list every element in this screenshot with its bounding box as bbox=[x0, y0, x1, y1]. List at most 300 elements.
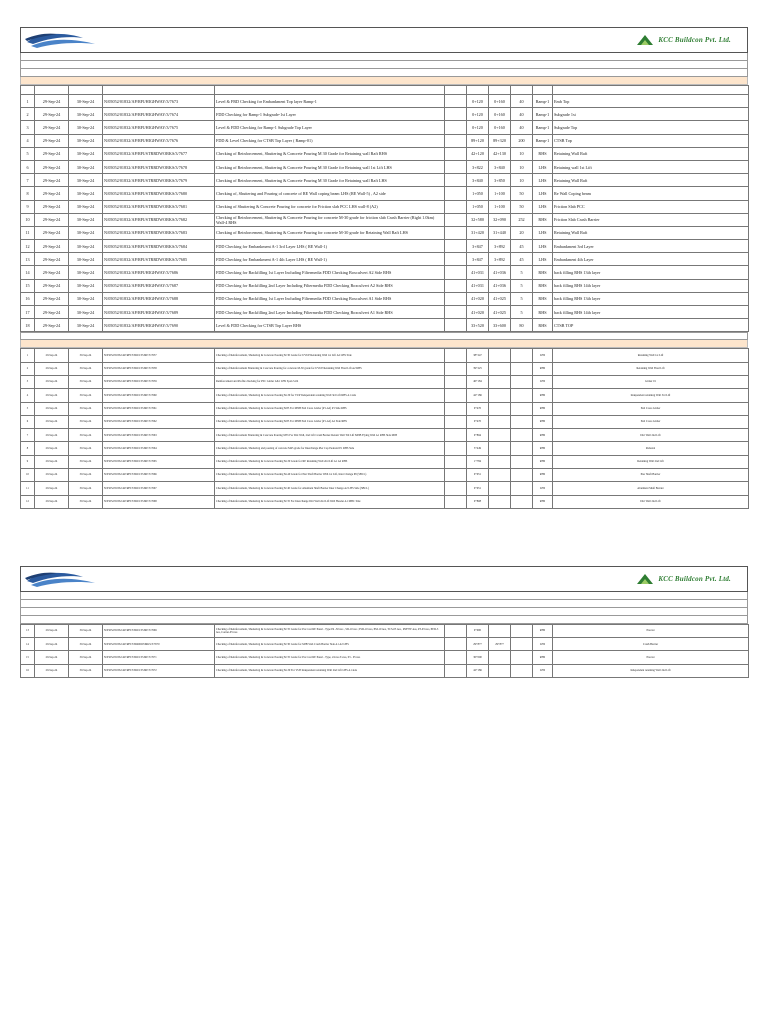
cell-chainage: 38+247 bbox=[467, 349, 489, 362]
cell-sr-no: 4 bbox=[21, 389, 35, 402]
table-header-row bbox=[21, 86, 749, 95]
table-row bbox=[21, 625, 749, 638]
cell-remark: Crash Barrier bbox=[553, 638, 749, 651]
cell-rfi-reference: N/05052/01832/AP/RFI/STRUCTURE/3/7669 bbox=[103, 625, 215, 638]
cell-rfi-reference: N/05052/01832/AP/RFI/STRRDWORKS/3/7681 bbox=[103, 200, 215, 213]
cell-rfi-reference: N/05052/01832/AP/RFI/STRUCTURE/3/7665 bbox=[103, 455, 215, 468]
cell-rfi-date: 29-Sep-24 bbox=[35, 121, 69, 134]
cell-rfi-date: 29-Sep-24 bbox=[35, 134, 69, 147]
cell-remark: Retaining Wall Raft bbox=[553, 226, 749, 239]
cell-remark: Abutment Shaft Barrier bbox=[553, 482, 749, 495]
company-brand: KCC Buildcon Pvt. Ltd. bbox=[658, 36, 731, 44]
cell-chainage-to: 41+025 bbox=[489, 292, 511, 305]
cell-inspection-date: 30-Sep-24 bbox=[69, 134, 103, 147]
cell-chainage-from: 89+120 bbox=[467, 134, 489, 147]
cell-inspection-date: 30-Sep-24 bbox=[69, 455, 103, 468]
cell-remark: Pier Shaft Barrier bbox=[553, 469, 749, 482]
cell-chainage-to bbox=[489, 389, 511, 402]
cell-blank bbox=[445, 226, 467, 239]
cell-chainage-from: 0+120 bbox=[467, 95, 489, 108]
cell-description: Checking of Reinforcement, Shuttering & Concrete Pouring M 40 Grade for Abutment Shaft Barrier Inter Change A2 LHS Side (SBCL) bbox=[215, 482, 445, 495]
cell-description: Level & FRD Checking for Embankment Top layer Ramp-1 bbox=[215, 95, 445, 108]
cell-chainage-from: 3+847 bbox=[467, 253, 489, 266]
cell-rfi-date: 29-Sep-24 bbox=[35, 187, 69, 200]
cell-location: RHS bbox=[533, 389, 553, 402]
table-row bbox=[21, 226, 749, 239]
cell-inspection-date: 30-Sep-24 bbox=[69, 415, 103, 428]
cell-sr-no: 7 bbox=[21, 174, 35, 187]
table-row bbox=[21, 429, 749, 442]
cell-sr-no: 12 bbox=[21, 495, 35, 508]
cell-length: 40 bbox=[511, 121, 533, 134]
cell-blank bbox=[445, 319, 467, 332]
cell-rfi-reference: N/05052/01832/AP/RFI/HIGHWAY/3/7690 bbox=[103, 319, 215, 332]
cell-blank bbox=[445, 375, 467, 388]
cell-chainage-to: 3+850 bbox=[489, 174, 511, 187]
cell-rfi-reference: N/05052/01832/AP/RFI/HIGHWAY/3/7689 bbox=[103, 306, 215, 319]
cell-location: LHS bbox=[533, 664, 553, 677]
cell-location: RHS bbox=[533, 266, 553, 279]
cell-length: 50 bbox=[511, 187, 533, 200]
cell-inspection-date: 30-Sep-24 bbox=[69, 389, 103, 402]
cell-blank bbox=[445, 442, 467, 455]
cell-inspection-date: 30-Sep-24 bbox=[69, 253, 103, 266]
company-brand: KCC Buildcon Pvt. Ltd. bbox=[658, 575, 731, 583]
cell-chainage-to bbox=[489, 442, 511, 455]
cell-rfi-reference: N/05052/01832/AP/RFI/STRRDWORKS/3/7670 bbox=[103, 638, 215, 651]
cell-length: 10 bbox=[511, 147, 533, 160]
cell-description: Checking of Reinforcement, Shuttering and pouring of concrete M45 grade for Interchange Pier Cap Pedestal P1 RHS Side bbox=[215, 442, 445, 455]
section-gap bbox=[20, 332, 748, 340]
cell-sr-no: 4 bbox=[21, 134, 35, 147]
table-row bbox=[21, 200, 749, 213]
cell-location: LHS bbox=[533, 482, 553, 495]
cell-rfi-reference: N/05052/01832/AP/RFI/HIGHWAY/3/7675 bbox=[103, 121, 215, 134]
cell-inspection-date: 30-Sep-24 bbox=[69, 240, 103, 253]
cell-rfi-date: 29-Sep-24 bbox=[35, 469, 69, 482]
cell-length bbox=[511, 455, 533, 468]
cell-chainage-to bbox=[489, 469, 511, 482]
cell-remark: CTSB TOP bbox=[553, 319, 749, 332]
cell-rfi-date: 29-Sep-24 bbox=[35, 174, 69, 187]
cell-length bbox=[511, 389, 533, 402]
cell-rfi-reference: N/05052/01832/AP/RFI/STRUCTURE/3/7664 bbox=[103, 442, 215, 455]
cell-rfi-reference: N/05052/01832/AP/RFI/STRUCTURE/3/7663 bbox=[103, 429, 215, 442]
cell-rfi-date: 29-Sep-24 bbox=[35, 279, 69, 292]
cell-location: RHS bbox=[533, 625, 553, 638]
cell-chainage-from: 3+840 bbox=[467, 174, 489, 187]
cell-description: Checking of Reinforcement, Shuttering & Concrete Pouring M 35 For Interchange Dirt Wall 2nd Lift Well Header A1 MBC Side bbox=[215, 495, 445, 508]
cell-description: Checking of Reinforcement Shuttering & Concrete Pouring for concrete M-30 grade for UVUP Retaining Wall Final Lift A2 RHS bbox=[215, 362, 445, 375]
cell-chainage-from: 31+420 bbox=[467, 226, 489, 239]
cell-length bbox=[511, 415, 533, 428]
cell-sr-no: 2 bbox=[21, 108, 35, 121]
cell-length bbox=[511, 442, 533, 455]
cell-remark: Retaining Wall Raft bbox=[553, 174, 749, 187]
cell-remark: back filling RHS 14th layer bbox=[553, 279, 749, 292]
cell-remark: Retaining Wall 1st Lift bbox=[553, 349, 749, 362]
cell-chainage-to: 0+160 bbox=[489, 95, 511, 108]
cell-description: FDD Checking for Backfilling 2nd Layer Including Filtermedia FDD Checking Boxculvert A2 Side RHS bbox=[215, 279, 445, 292]
cell-description: FDD Checking for Embankment A-1 4th Layer LHS ( RE Wall-1) bbox=[215, 253, 445, 266]
cell-chainage-to bbox=[489, 664, 511, 677]
cell-sr-no: 12 bbox=[21, 240, 35, 253]
cell-rfi-date: 29-Sep-24 bbox=[35, 664, 69, 677]
cell-inspection-date: 30-Sep-24 bbox=[69, 292, 103, 305]
table-row bbox=[21, 306, 749, 319]
cell-sr-no: 6 bbox=[21, 415, 35, 428]
cell-inspection-date: 30-Sep-24 bbox=[69, 121, 103, 134]
cell-rfi-date: 29-Sep-24 bbox=[35, 442, 69, 455]
cell-chainage-from: 41+031 bbox=[467, 266, 489, 279]
cell-rfi-date: 29-Sep-24 bbox=[35, 362, 69, 375]
sheet-section-2 bbox=[20, 566, 748, 678]
company-logo-left bbox=[21, 567, 111, 591]
cell-length: 40 bbox=[511, 95, 533, 108]
cell-blank bbox=[445, 240, 467, 253]
cell-chainage-from: 32+580 bbox=[467, 213, 489, 226]
sheet-header-2 bbox=[20, 566, 748, 592]
cell-chainage: 0+894 bbox=[467, 429, 489, 442]
company-logo-left bbox=[21, 28, 111, 52]
cell-description: Checking of Reinforcement, Shuttering & Concrete Pouring M 35 Grade for Pre Cast RE Panel - Type, 24 nos T-nos, 03 - 05 nos bbox=[215, 651, 445, 664]
table-row bbox=[21, 240, 749, 253]
cell-blank bbox=[445, 213, 467, 226]
cell-sr-no: 2 bbox=[21, 362, 35, 375]
cell-sr-no: 1 bbox=[21, 95, 35, 108]
cell-remark: Subgrade Top bbox=[553, 121, 749, 134]
cell-chainage-to: 31+440 bbox=[489, 226, 511, 239]
cell-remark: Pedestal bbox=[553, 442, 749, 455]
cell-location: RHS bbox=[533, 362, 553, 375]
cell-inspection-date: 30-Sep-24 bbox=[69, 664, 103, 677]
cell-sr-no: 9 bbox=[21, 455, 35, 468]
table-row bbox=[21, 174, 749, 187]
cell-rfi-reference: N/05052/01832/AP/RFI/HIGHWAY/3/7676 bbox=[103, 134, 215, 147]
cell-location: RHS bbox=[533, 469, 553, 482]
cell-inspection-date: 30-Sep-24 bbox=[69, 442, 103, 455]
cell-blank bbox=[445, 121, 467, 134]
cell-length bbox=[511, 402, 533, 415]
cell-chainage: 0+000 bbox=[467, 625, 489, 638]
cell-length: 20 bbox=[511, 226, 533, 239]
cell-length: 80 bbox=[511, 319, 533, 332]
cell-location: RHS bbox=[533, 651, 553, 664]
cell-chainage-to: 0+160 bbox=[489, 108, 511, 121]
cell-description: Checking of Reinforcement, Shuttering & Concrete Pouring M 30 Grade for Retaining wall Raft LHS bbox=[215, 174, 445, 187]
cell-location: RHS bbox=[533, 495, 553, 508]
cell-blank bbox=[445, 266, 467, 279]
table-structure-rfi-continued bbox=[20, 624, 749, 678]
cell-remark: Emb Top bbox=[553, 95, 749, 108]
cell-inspection-date: 30-Sep-24 bbox=[69, 362, 103, 375]
table-row bbox=[21, 362, 749, 375]
cell-description: FDD Checking for Embankment A-1 3rd Layer LHS ( RE Wall-1) bbox=[215, 240, 445, 253]
cell-length bbox=[511, 429, 533, 442]
cell-description: Checking of Reinforcement, Shuttering & Concrete Pouring M 30 Grade for Retaining wall 1st Lift LHS bbox=[215, 160, 445, 173]
cell-sr-no: 16 bbox=[21, 292, 35, 305]
cell-rfi-date: 29-Sep-24 bbox=[35, 349, 69, 362]
cell-blank bbox=[445, 253, 467, 266]
cell-rfi-reference: N/05052/01832/AP/RFI/STRRDWORKS/3/7679 bbox=[103, 174, 215, 187]
cell-rfi-date: 29-Sep-24 bbox=[35, 482, 69, 495]
cell-description: Checking of Reinforcement, Shuttering & Concrete Pouring M-30 For VUP Independent retaining Wall 2nd Lift LHS A1 side bbox=[215, 664, 445, 677]
cell-sr-no: 3 bbox=[21, 121, 35, 134]
cell-blank bbox=[445, 108, 467, 121]
cell-sr-no: 8 bbox=[21, 442, 35, 455]
cell-blank bbox=[445, 402, 467, 415]
cell-rfi-date: 29-Sep-24 bbox=[35, 95, 69, 108]
cell-chainage-from: 1+050 bbox=[467, 200, 489, 213]
cell-rfi-reference: N/05052/01832/AP/RFI/STRUCTURE/3/7662 bbox=[103, 415, 215, 428]
cell-rfi-date: 29-Sep-24 bbox=[35, 226, 69, 239]
table-row bbox=[21, 469, 749, 482]
cell-rfi-date: 29-Sep-24 bbox=[35, 253, 69, 266]
cell-description: Level & FDD Checking for Ramp-1 Subgrade Top Layer bbox=[215, 121, 445, 134]
cell-rfi-reference: N/05052/01832/AP/RFI/STRUCTURE/3/7672 bbox=[103, 664, 215, 677]
cell-chainage: 3+449 bbox=[467, 442, 489, 455]
cell-chainage-from: 41+031 bbox=[467, 279, 489, 292]
cell-rfi-reference: N/05052/01832/AP/RFI/HIGHWAY/3/7686 bbox=[103, 266, 215, 279]
cell-blank bbox=[445, 160, 467, 173]
table-row bbox=[21, 402, 749, 415]
cell-rfi-date: 29-Sep-24 bbox=[35, 200, 69, 213]
cell-remark: Dirt Wall 2nd Lift bbox=[553, 495, 749, 508]
cell-chainage: 1+784 bbox=[467, 455, 489, 468]
cell-rfi-date: 29-Sep-24 bbox=[35, 375, 69, 388]
cell-remark: Subgrade 1st bbox=[553, 108, 749, 121]
cell-description: Checking of Reinforcement, Shuttering & Concrete Pouring for concrete M-30 grade for friction slab Crash Barrier (Right 1.0km) Wall-4 RHS bbox=[215, 213, 445, 226]
cell-chainage-to: 41+036 bbox=[489, 266, 511, 279]
cell-location: RHS bbox=[533, 455, 553, 468]
cell-chainage-to bbox=[489, 402, 511, 415]
cell-remark: Precast bbox=[553, 625, 749, 638]
cell-sr-no: 14 bbox=[21, 638, 35, 651]
cell-blank bbox=[445, 292, 467, 305]
table-row bbox=[21, 664, 749, 677]
cell-rfi-date: 29-Sep-24 bbox=[35, 213, 69, 226]
cell-blank bbox=[445, 349, 467, 362]
cell-chainage-to: 33+600 bbox=[489, 319, 511, 332]
cell-remark: Retaining wall 1st Lift bbox=[553, 160, 749, 173]
cell-sr-no: 9 bbox=[21, 200, 35, 213]
cell-remark: Retaining Wall Final Lift bbox=[553, 362, 749, 375]
kcc-emblem-icon bbox=[635, 33, 655, 47]
table-row bbox=[21, 121, 749, 134]
cell-rfi-date: 29-Sep-24 bbox=[35, 292, 69, 305]
cell-chainage-from: 42+120 bbox=[467, 147, 489, 160]
cell-rfi-reference: N/05052/01832/AP/RFI/STRRDWORKS/3/7684 bbox=[103, 240, 215, 253]
cell-rfi-date: 29-Sep-24 bbox=[35, 319, 69, 332]
cell-location: RHS bbox=[533, 147, 553, 160]
cell-inspection-date: 30-Sep-24 bbox=[69, 266, 103, 279]
sheet-info-row bbox=[20, 616, 748, 624]
cell-chainage: 42+186 bbox=[467, 389, 489, 402]
table-row bbox=[21, 292, 749, 305]
table-row bbox=[21, 187, 749, 200]
cell-sr-no: 5 bbox=[21, 147, 35, 160]
cell-sr-no: 11 bbox=[21, 482, 35, 495]
cell-length: 5 bbox=[511, 266, 533, 279]
cell-chainage-from: 0+120 bbox=[467, 108, 489, 121]
cell-blank bbox=[445, 495, 467, 508]
table-row bbox=[21, 253, 749, 266]
cell-blank bbox=[445, 362, 467, 375]
cell-description: Checking of Reinforcement Shuttering & Concrete Pouring M35 For Dirt Wall, 2nd Lift Crash Barrier Return Wall Tilt Lift MNB Flying Wall A1 RHS Side MJB bbox=[215, 429, 445, 442]
cell-rfi-reference: N/05052/01832/AP/RFI/HIGHWAY/3/7687 bbox=[103, 279, 215, 292]
cell-description: FDD Checking for Ramp-1 Subgrade-1st Layer bbox=[215, 108, 445, 121]
cell-rfi-date: 29-Sep-24 bbox=[35, 306, 69, 319]
cell-inspection-date: 30-Sep-24 bbox=[69, 429, 103, 442]
cell-description: Checking of, Shuttering and Pouring of concrete of RE Wall coping beam LHS (RE Wall-5) , A2 side bbox=[215, 187, 445, 200]
cell-chainage-to bbox=[489, 455, 511, 468]
cell-rfi-reference: N/05052/01832/AP/RFI/STRRDWORKS/3/7678 bbox=[103, 160, 215, 173]
cell-rfi-reference: N/05052/01832/AP/RFI/STRUCTURE/3/7657 bbox=[103, 349, 215, 362]
cell-remark: CTSB Top bbox=[553, 134, 749, 147]
table-row bbox=[21, 482, 749, 495]
cell-rfi-date: 29-Sep-24 bbox=[35, 389, 69, 402]
cell-inspection-date: 30-Sep-24 bbox=[69, 306, 103, 319]
cell-blank bbox=[445, 415, 467, 428]
cell-description: Level & FDD Checking for CTSB Top Layer RHS bbox=[215, 319, 445, 332]
cell-sr-no: 10 bbox=[21, 469, 35, 482]
cell-chainage-to bbox=[489, 362, 511, 375]
cell-inspection-date: 30-Sep-24 bbox=[69, 200, 103, 213]
cell-length: 5 bbox=[511, 306, 533, 319]
cell-location: RHS bbox=[533, 213, 553, 226]
cell-rfi-date: 29-Sep-24 bbox=[35, 240, 69, 253]
cell-rfi-date: 29-Sep-24 bbox=[35, 160, 69, 173]
cell-inspection-date: 30-Sep-24 bbox=[69, 482, 103, 495]
cell-remark: Dirt Wall 2nd Lift bbox=[553, 429, 749, 442]
cell-remark: Embankment 4th Layer bbox=[553, 253, 749, 266]
cell-location: Ramp-1 bbox=[533, 134, 553, 147]
table-row bbox=[21, 415, 749, 428]
cell-rfi-reference: N/05052/01832/AP/RFI/STRRDWORKS/3/7677 bbox=[103, 147, 215, 160]
cell-chainage-to: 3+892 bbox=[489, 253, 511, 266]
cell-location: RHS bbox=[533, 429, 553, 442]
cell-location: RHS bbox=[533, 319, 553, 332]
cell-length bbox=[511, 664, 533, 677]
cell-inspection-date: 30-Sep-24 bbox=[69, 95, 103, 108]
cell-sr-no: 13 bbox=[21, 253, 35, 266]
sheet-section-1 bbox=[20, 27, 748, 509]
cell-description: Checking of Reinforcement, Shuttering & Concrete Pouring M35 For MNB End Cross Girder (P1-A2) A2 Side RHS bbox=[215, 415, 445, 428]
cell-chainage-to bbox=[489, 651, 511, 664]
cell-description: Checking of Reinforcement, Shuttering & Concrete Pouring for concrete M-30 grade for Retaining Wall Raft LHS bbox=[215, 226, 445, 239]
cell-chainage-from: 33+520 bbox=[467, 319, 489, 332]
cell-length: 200 bbox=[511, 134, 533, 147]
cell-sr-no: 11 bbox=[21, 226, 35, 239]
cell-blank bbox=[445, 279, 467, 292]
cell-blank bbox=[445, 651, 467, 664]
cell-location: LHS bbox=[533, 160, 553, 173]
cell-chainage: 0+808 bbox=[467, 495, 489, 508]
cell-blank bbox=[445, 147, 467, 160]
cell-chainage-from: 0+120 bbox=[467, 121, 489, 134]
sheet-title-row bbox=[20, 592, 748, 600]
cell-location: LHS bbox=[533, 240, 553, 253]
cell-chainage-to: 32+090 bbox=[489, 213, 511, 226]
cell-description: Checking of Shuttering & Concrete Pouring for concrete for Friction slab PCC LHS wall-8 (A2) bbox=[215, 200, 445, 213]
sheet-title-row bbox=[20, 53, 748, 61]
cell-length bbox=[511, 362, 533, 375]
table-row bbox=[21, 442, 749, 455]
cell-chainage-to bbox=[489, 415, 511, 428]
table-highway-rfi bbox=[20, 85, 749, 332]
table-structure-rfi bbox=[20, 348, 749, 509]
cell-blank bbox=[445, 306, 467, 319]
cell-chainage: 42+186 bbox=[467, 664, 489, 677]
cell-remark: Independent retaining Wall 2nd Lift bbox=[553, 664, 749, 677]
cell-description: Checking of Reinforcement, Shuttering & Concrete Pouring M 30 Grade for Retaining wall Raft RHS bbox=[215, 147, 445, 160]
section-band-structure bbox=[20, 340, 748, 348]
cell-length bbox=[511, 625, 533, 638]
cell-chainage: 0+470 bbox=[467, 402, 489, 415]
cell-inspection-date: 30-Sep-24 bbox=[69, 319, 103, 332]
table-row bbox=[21, 134, 749, 147]
cell-remark: Re Wall Coping beam bbox=[553, 187, 749, 200]
table-row bbox=[21, 213, 749, 226]
cell-length: 45 bbox=[511, 240, 533, 253]
cell-blank bbox=[445, 664, 467, 677]
cell-remark: Retaining Wall Raft bbox=[553, 147, 749, 160]
cell-description: FDD Checking for Backfilling 2nd Layer Including Filtermedia FDD Checking Boxculvert A1 Side RHS bbox=[215, 306, 445, 319]
cell-inspection-date: 30-Sep-24 bbox=[69, 402, 103, 415]
table-row bbox=[21, 95, 749, 108]
cell-chainage-to: 0+160 bbox=[489, 121, 511, 134]
cell-chainage-from: 1+050 bbox=[467, 187, 489, 200]
cell-inspection-date: 30-Sep-24 bbox=[69, 279, 103, 292]
cell-inspection-date: 30-Sep-24 bbox=[69, 469, 103, 482]
cell-rfi-reference: N/05052/01832/AP/RFI/STRUCTURE/3/7659 bbox=[103, 375, 215, 388]
cell-length bbox=[511, 651, 533, 664]
cell-sr-no: 3 bbox=[21, 375, 35, 388]
cell-remark: End Cross Girder bbox=[553, 415, 749, 428]
kcc-emblem-icon bbox=[635, 572, 655, 586]
cell-sr-no: 6 bbox=[21, 160, 35, 173]
sheet-subtitle-row bbox=[20, 600, 748, 608]
table-row bbox=[21, 455, 749, 468]
cell-location: LHS bbox=[533, 638, 553, 651]
cell-chainage: 0+951 bbox=[467, 469, 489, 482]
cell-rfi-reference: N/05052/01832/AP/RFI/STRRDWORKS/3/7680 bbox=[103, 187, 215, 200]
cell-description: FDD Checking for Backfilling 1st Layer Including Filtermedia FDD Checking Boxculvert A2 Side RHS bbox=[215, 266, 445, 279]
cell-location: LHS bbox=[533, 174, 553, 187]
cell-blank bbox=[445, 389, 467, 402]
cell-remark: back filling RHS 14th layer bbox=[553, 306, 749, 319]
cell-description: FDD Checking for Backfilling 1st Layer Including Filtermedia FDD Checking Boxculvert A1 Side RHS bbox=[215, 292, 445, 305]
cell-length bbox=[511, 495, 533, 508]
cell-location: LHS bbox=[533, 349, 553, 362]
cell-rfi-reference: N/05052/01832/AP/RFI/STRRDWORKS/3/7683 bbox=[103, 226, 215, 239]
cell-sr-no: 13 bbox=[21, 625, 35, 638]
cell-rfi-reference: N/05052/01832/AP/RFI/HIGHWAY/3/7688 bbox=[103, 292, 215, 305]
cell-inspection-date: 30-Sep-24 bbox=[69, 375, 103, 388]
cell-blank bbox=[445, 200, 467, 213]
cell-chainage: 30+000 bbox=[467, 651, 489, 664]
cell-remark: Precast bbox=[553, 651, 749, 664]
cell-length bbox=[511, 482, 533, 495]
cell-inspection-date: 30-Sep-24 bbox=[69, 160, 103, 173]
cell-chainage-to bbox=[489, 482, 511, 495]
cell-description: Checking of Reinforcement, Shuttering & Concrete Pouring M 35 Grade for Pre Cast RE Panel - Type P4 -50 nos , SD-10 nos ,TSD-10 nos, PM-10 nos, TCS-05 nos , PM+EF-nos, P3-03 nos, PED-3 nos, Corner-05 nos bbox=[215, 625, 445, 638]
company-logo-right bbox=[635, 33, 731, 47]
cell-blank bbox=[445, 429, 467, 442]
table-row bbox=[21, 319, 749, 332]
cell-remark: End Cross Girder bbox=[553, 402, 749, 415]
cell-location: Ramp-1 bbox=[533, 95, 553, 108]
